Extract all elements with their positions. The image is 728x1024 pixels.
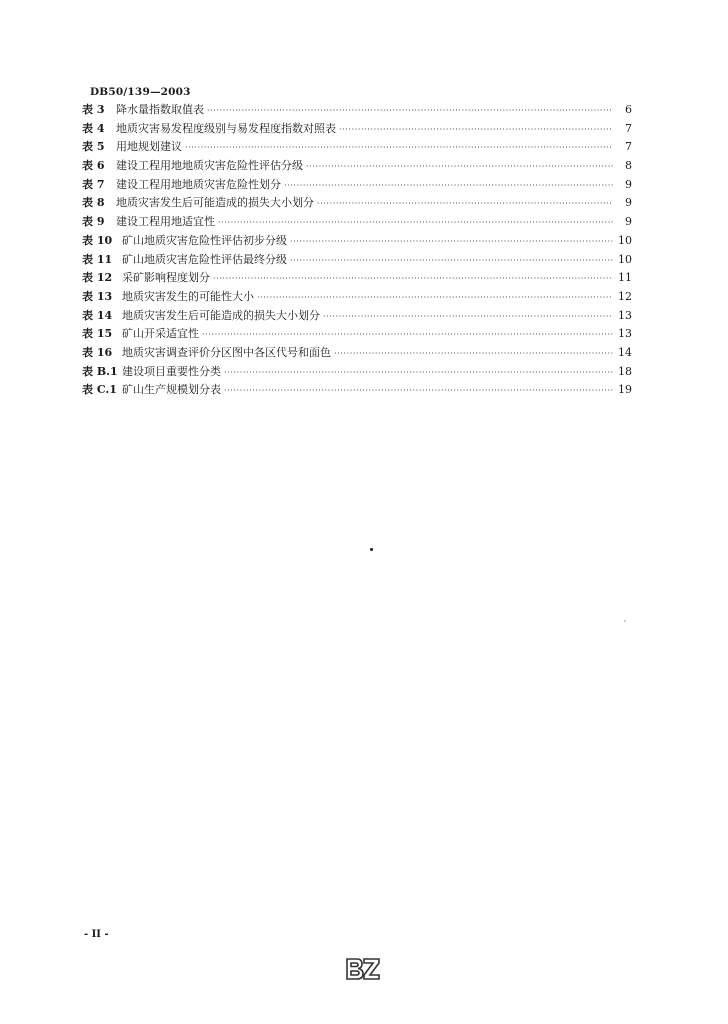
toc-entry-label: 表 4 <box>82 121 105 135</box>
toc-entry-title: 降水量指数取值表 <box>116 103 204 116</box>
toc-entry[interactable] <box>82 213 632 232</box>
toc-entry-page: 6 <box>625 103 632 116</box>
toc-entry-page: 13 <box>618 308 632 322</box>
toc-leader-dots <box>290 233 613 252</box>
table-of-contents <box>82 101 632 400</box>
toc-entry-title: 地质灾害易发程度级别与易发程度指数对照表 <box>116 121 336 135</box>
toc-leader-dots <box>257 289 613 308</box>
toc-entry-label: 表 12 <box>82 271 113 285</box>
toc-entry[interactable] <box>82 288 632 307</box>
toc-leader-dots <box>207 102 613 121</box>
toc-entry[interactable] <box>82 120 632 139</box>
toc-entry-label: 表 B.1 <box>82 364 118 378</box>
toc-leader-dots <box>284 177 613 196</box>
toc-entry[interactable] <box>82 363 632 382</box>
toc-entry-title: 地质灾害调查评价分区图中各区代号和面色 <box>122 345 331 359</box>
toc-entry-title: 矿山开采适宜性 <box>122 327 199 341</box>
toc-entry-title: 建设工程用地地质灾害危险性划分 <box>116 177 281 191</box>
toc-entry-page: 7 <box>625 140 632 154</box>
toc-entry-page: 11 <box>618 271 632 285</box>
toc-entry-page: 18 <box>618 364 632 378</box>
toc-entry-page: 14 <box>618 345 632 359</box>
toc-leader-dots <box>185 139 613 158</box>
toc-entry-title: 采矿影响程度划分 <box>122 271 210 285</box>
toc-entry[interactable] <box>82 269 632 288</box>
toc-leader-dots <box>218 214 613 233</box>
toc-leader-dots <box>323 308 613 327</box>
toc-entry-label: 表 8 <box>82 196 105 210</box>
toc-entry-title: 建设工程用地适宜性 <box>116 215 215 229</box>
toc-entry-label: 表 9 <box>82 215 105 229</box>
toc-entry[interactable] <box>82 101 632 120</box>
toc-leader-dots <box>317 195 613 214</box>
toc-entry[interactable] <box>82 194 632 213</box>
toc-entry-page: 13 <box>618 327 632 341</box>
toc-entry-label: 表 15 <box>82 327 113 341</box>
toc-leader-dots <box>213 270 613 289</box>
toc-entry-label: 表 10 <box>82 233 113 247</box>
toc-entry-title: 矿山地质灾害危险性评估最终分级 <box>122 252 287 266</box>
document-code: DB50/139—2003 <box>90 86 191 98</box>
toc-entry-page: 9 <box>625 196 632 210</box>
toc-leader-dots <box>224 382 613 401</box>
toc-leader-dots <box>339 121 613 140</box>
scan-mark <box>624 620 626 622</box>
toc-entry-page: 10 <box>618 233 632 247</box>
toc-entry-title: 建设工程用地地质灾害危险性评估分级 <box>116 159 303 173</box>
bz-logo <box>344 956 382 982</box>
scan-speck <box>370 548 373 551</box>
toc-leader-dots <box>290 252 613 271</box>
toc-entry[interactable] <box>82 251 632 270</box>
toc-entry[interactable] <box>82 307 632 326</box>
toc-entry-page: 8 <box>625 159 632 173</box>
toc-entry-title: 地质灾害发生后可能造成的损失大小划分 <box>116 196 314 210</box>
toc-entry-label: 表 13 <box>82 289 113 303</box>
toc-entry-title: 用地规划建议 <box>116 140 182 154</box>
toc-entry-page: 9 <box>625 215 632 229</box>
toc-leader-dots <box>306 158 613 177</box>
toc-entry-title: 地质灾害发生后可能造成的损失大小划分 <box>122 308 320 322</box>
bz-logo-mark <box>344 956 382 982</box>
toc-entry-label: 表 11 <box>82 252 113 266</box>
toc-entry-label: 表 C.1 <box>82 383 117 397</box>
toc-entry-label: 表 14 <box>82 308 113 322</box>
toc-entry-title: 矿山生产规模划分表 <box>122 383 221 397</box>
toc-entry-title: 地质灾害发生的可能性大小 <box>122 289 254 303</box>
toc-entry[interactable] <box>82 176 632 195</box>
toc-entry[interactable] <box>82 232 632 251</box>
toc-entry[interactable] <box>82 381 632 400</box>
toc-entry-page: 19 <box>618 383 632 397</box>
toc-leader-dots <box>202 326 613 345</box>
page-number: - II - <box>84 929 109 940</box>
toc-entry-label: 表 5 <box>82 140 105 154</box>
toc-entry-title: 矿山地质灾害危险性评估初步分级 <box>122 233 287 247</box>
toc-entry-page: 7 <box>625 121 632 135</box>
toc-entry-page: 10 <box>618 252 632 266</box>
toc-leader-dots <box>224 364 613 383</box>
toc-entry-page: 12 <box>618 289 632 303</box>
toc-leader-dots <box>334 345 613 364</box>
toc-entry-label: 表 7 <box>82 177 105 191</box>
toc-entry-label: 表 16 <box>82 345 113 359</box>
toc-entry-page: 9 <box>625 177 632 191</box>
toc-entry-label: 表 3 <box>82 103 105 116</box>
toc-entry[interactable] <box>82 157 632 176</box>
toc-entry[interactable] <box>82 344 632 363</box>
toc-entry[interactable] <box>82 138 632 157</box>
toc-entry-title: 建设项目重要性分类 <box>122 364 221 378</box>
toc-entry[interactable] <box>82 325 632 344</box>
toc-entry-label: 表 6 <box>82 159 105 173</box>
